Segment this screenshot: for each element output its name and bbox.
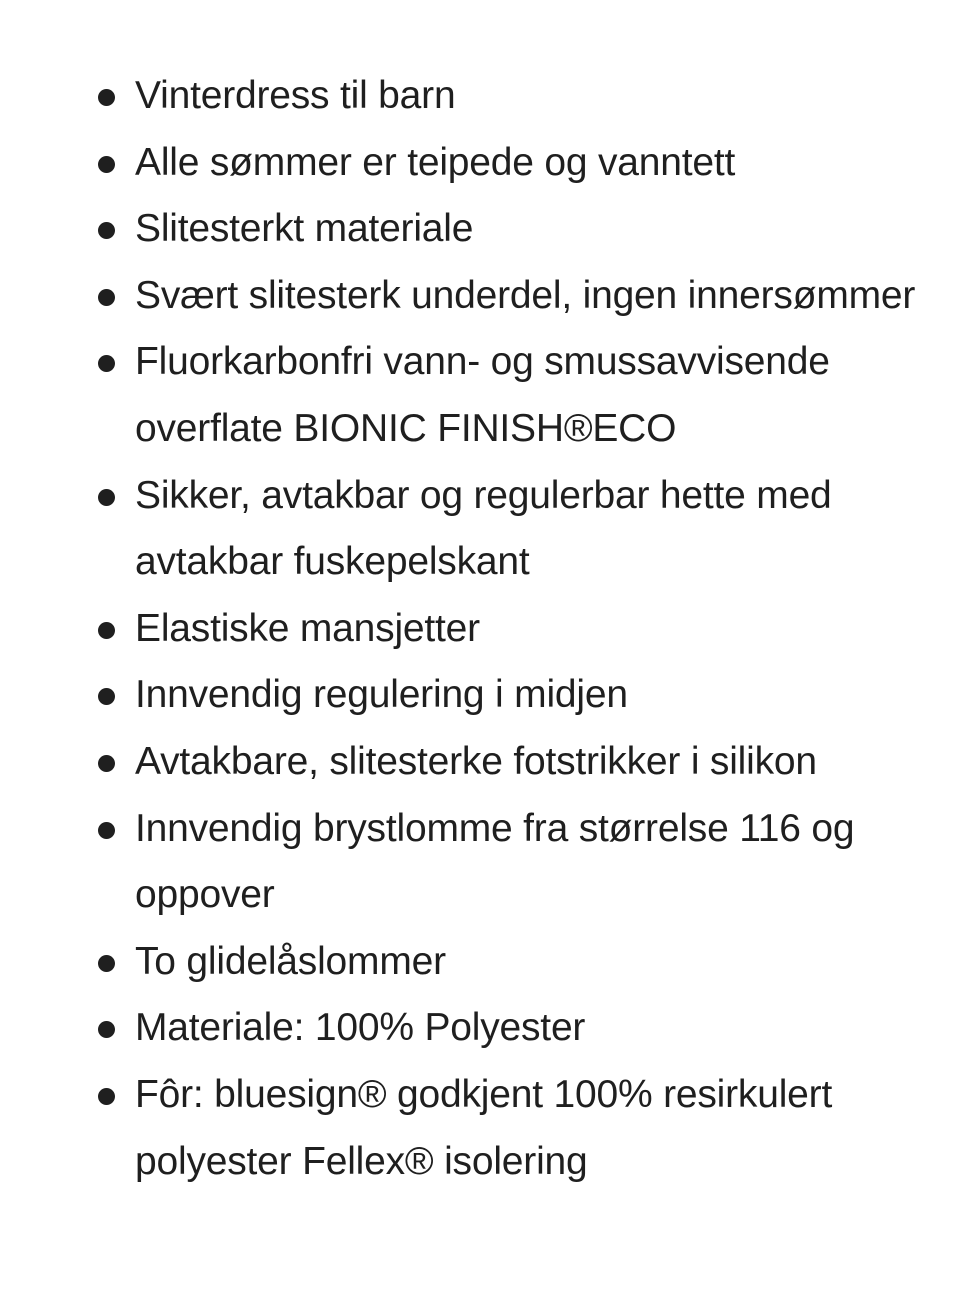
list-item (0, 796, 960, 929)
bullet-icon (98, 822, 115, 839)
list-item-text: Sikker, avtakbar og regulerbar hette med avtakbar fuskepelskant (135, 473, 832, 584)
feature-list (0, 63, 960, 1195)
list-item-text: Materiale: 100% Polyester (135, 1006, 586, 1050)
list-item-text: Fôr: bluesign® godkjent 100% resirkulert polyester Fellex® isolering (135, 1072, 833, 1183)
list-item (0, 263, 960, 330)
list-item (0, 1062, 960, 1195)
list-item-text: Svært slitesterk underdel, ingen innersømmer (135, 273, 916, 317)
list-item-text: Slitesterkt materiale (135, 207, 474, 251)
list-item (0, 995, 960, 1062)
list-item (0, 596, 960, 663)
bullet-icon (98, 289, 115, 306)
list-item-text: Alle sømmer er teipede og vanntett (135, 140, 736, 184)
bullet-icon (98, 622, 115, 639)
list-item (0, 729, 960, 796)
list-item-text: Fluorkarbonfri vann- og smussavvisende overflate BIONIC FINISH®ECO (135, 340, 830, 450)
list-item (0, 662, 960, 729)
list-item-text: Elastiske mansjetter (135, 606, 480, 650)
list-item (0, 130, 960, 197)
list-item-text: Innvendig regulering i midjen (135, 673, 628, 717)
list-item (0, 196, 960, 263)
bullet-icon (98, 688, 115, 705)
list-item (0, 63, 960, 130)
list-item (0, 463, 960, 596)
bullet-icon (98, 1088, 115, 1105)
list-item (0, 329, 960, 462)
bullet-icon (98, 755, 115, 772)
list-item-text: Vinterdress til barn (135, 74, 456, 117)
bullet-icon (98, 89, 115, 106)
bullet-icon (98, 156, 115, 173)
bullet-icon (98, 222, 115, 239)
list-item-text: Avtakbare, slitesterke fotstrikker i silikon (135, 739, 817, 783)
list-item-text: Innvendig brystlomme fra størrelse 116 og oppover (135, 806, 855, 917)
bullet-icon (98, 355, 115, 372)
bullet-icon (98, 489, 115, 506)
bullet-icon (98, 1021, 115, 1038)
list-item-text: To glidelåslommer (135, 939, 446, 983)
bullet-icon (98, 955, 115, 972)
list-item (0, 929, 960, 996)
